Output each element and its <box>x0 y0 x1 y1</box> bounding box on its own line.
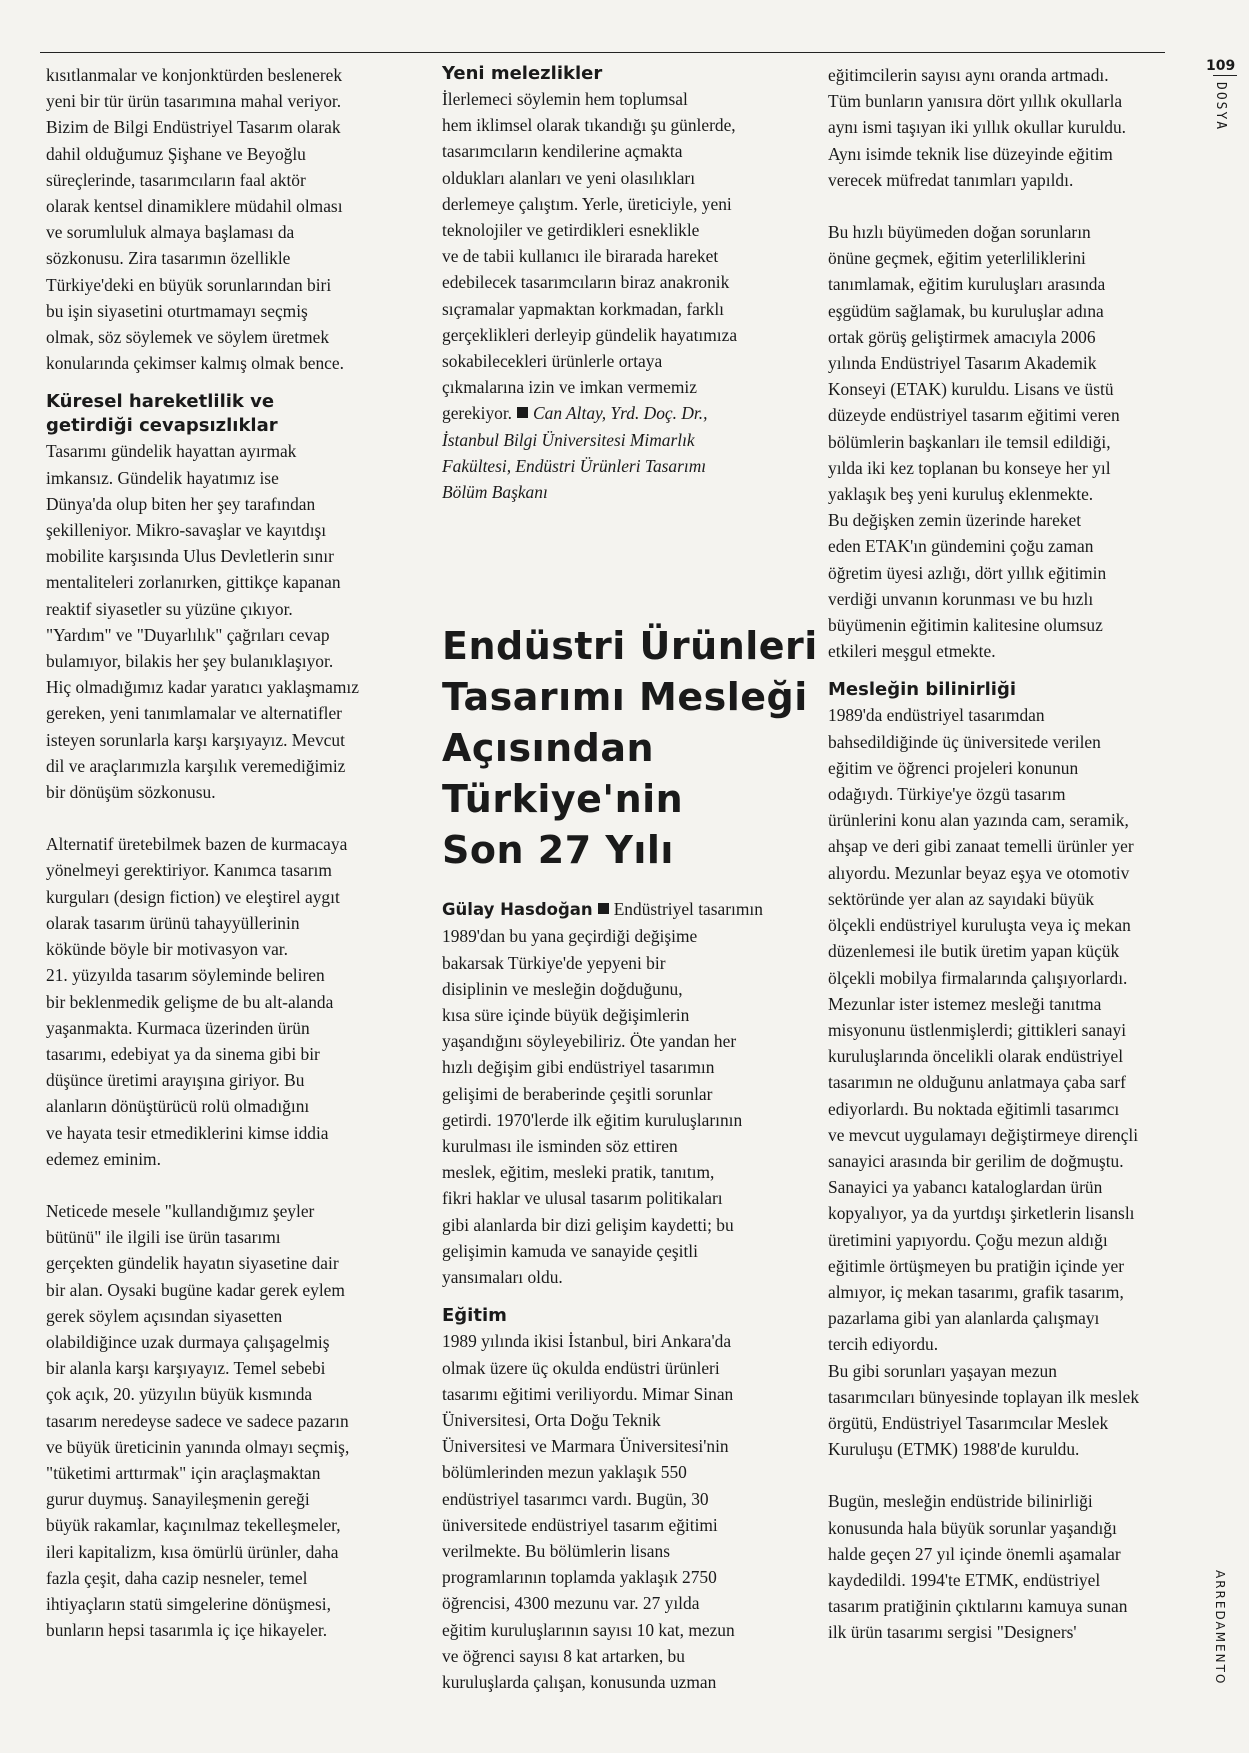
paragraph <box>46 831 416 1172</box>
paragraph-line: konusunda hala büyük sorunlar yaşandığı <box>828 1517 1117 1538</box>
subheading-kuresel <box>46 390 416 438</box>
paragraph-line: gerek söylem açısından siyasetten <box>46 1305 283 1326</box>
paragraph-line: Bu hızlı büyümeden doğan sorunların <box>828 222 1091 243</box>
folio-rule <box>1213 75 1237 76</box>
paragraph-line: ilk ürün tasarımı sergisi "Designers' <box>828 1622 1077 1643</box>
paragraph-line: pazarlama gibi yan alanlarda çalışmayı <box>828 1308 1100 1329</box>
paragraph-line: düzenlemesi ile butik üretim yapan küçük <box>828 941 1120 962</box>
paragraph-line: alıyordu. Mezunlar beyaz eşya ve otomotiv <box>828 862 1130 883</box>
page-number: 109 <box>1206 58 1236 74</box>
column-left <box>46 62 416 1643</box>
paragraph-line: bütünü" ile ilgili ise ürün tasarımı <box>46 1227 281 1248</box>
paragraph-line: sokabilecekleri ürünlerle ortaya <box>442 351 663 372</box>
paragraph-line: almıyor, iç mekan tasarımı, grafik tasarım, <box>828 1281 1124 1302</box>
paragraph-line: üniversitede endüstriyel tasarım eğitimi <box>442 1514 718 1535</box>
paragraph-line: bulamıyor, bilakis her şey bulanıklaşıyor. <box>46 651 334 672</box>
paragraph-line: yaklaşık beş yeni kuruluş eklenmekte. <box>828 484 1094 505</box>
square-bullet-icon <box>598 903 609 914</box>
paragraph-line: kurguları (design fiction) ve eleştirel aygıt <box>46 886 340 907</box>
paragraph-line: kuruluşlarında öncelikli olarak endüstriyel <box>828 1046 1124 1067</box>
paragraph-line: bölümlerin başkanları ile temsil edildiği, <box>828 431 1111 452</box>
paragraph-line: Bu değişken zemin üzerinde hareket <box>828 510 1082 531</box>
paragraph-end <box>442 400 812 426</box>
paragraph <box>46 1198 416 1643</box>
paragraph-line: Tasarımı gündelik hayattan ayırmak <box>46 441 297 462</box>
paragraph-line: 21. yüzyılda tasarım söyleminde beliren <box>46 965 325 986</box>
paragraph-line: eğitim ve öğrenci projeleri konunun <box>828 757 1079 778</box>
paragraph-line: yaşanmakta. Kurmaca üzerinden ürün <box>46 1017 310 1038</box>
paragraph-line: Konseyi (ETAK) kuruldu. Lisans ve üstü <box>828 379 1114 400</box>
paragraph-line: Dünya'da olup biten her şey tarafından <box>46 493 316 514</box>
paragraph-line: Mezunlar ister istemez mesleği tanıtma <box>828 993 1102 1014</box>
square-bullet-icon <box>517 407 528 418</box>
author-name: Gülay Hasdoğan <box>442 900 593 920</box>
paragraph-line: Endüstriyel tasarımın <box>613 899 763 920</box>
subheading-egitim: Eğitim <box>442 1305 507 1327</box>
paragraph-line: "Yardım" ve "Duyarlılık" çağrıları cevap <box>46 624 330 645</box>
paragraph <box>442 86 812 400</box>
paragraph-line: büyük rakamlar, kaçınılmaz tekelleşmeler, <box>46 1515 341 1536</box>
paragraph-line: olarak kentsel dinamiklere müdahil olması <box>46 196 343 217</box>
paragraph-line: halde geçen 27 yıl içinde önemli aşamalar <box>828 1543 1121 1564</box>
paragraph-line: olmak, söz söylemek ve söylem üretmek <box>46 327 330 348</box>
paragraph <box>46 62 416 376</box>
paragraph-line: 1989 yılında ikisi İstanbul, biri Ankara'da <box>442 1331 732 1352</box>
paragraph-line: mobilite karşısında Ulus Devletlerin sınır <box>46 546 334 567</box>
paragraph-line: Bölüm Başkanı <box>442 482 548 503</box>
paragraph-line: kısa süre içinde büyük değişimlerin <box>442 1005 690 1026</box>
paragraph-line: İlerlemeci söylemin hem toplumsal <box>442 89 688 109</box>
paragraph-line: öğrencisi, 4300 mezunu var. 27 yılda <box>442 1593 700 1614</box>
paragraph-line: reaktif siyasetler su yüzüne çıkıyor. <box>46 598 293 619</box>
paragraph-line: Bizim de Bilgi Endüstriyel Tasarım olarak <box>46 117 341 138</box>
paragraph-line: bir alan. Oysaki bugüne kadar gerek eylem <box>46 1279 345 1300</box>
paragraph-line: kuruluşlarda çalışan, konusunda uzman <box>442 1671 717 1692</box>
paragraph-line: edebilecek tasarımcıların biraz anakronik <box>442 272 730 293</box>
paragraph-line: yılında Endüstriyel Tasarım Akademik <box>828 353 1097 374</box>
paragraph-line: büyümenin eğitimin kalitesine olumsuz <box>828 615 1103 636</box>
paragraph-line: önüne geçmek, eğitim yeterliliklerini <box>828 248 1086 269</box>
title-line: Tasarımı Mesleği <box>442 675 808 720</box>
paragraph-line: olmak üzere üç okulda endüstri ürünleri <box>442 1357 720 1378</box>
paragraph-line: getirdi. 1970'lerde ilk eğitim kuruluşlarının <box>442 1109 743 1130</box>
paragraph <box>442 923 812 1290</box>
title-line: Açısından <box>442 726 655 771</box>
magazine-label: ARREDAMENTO <box>1213 1570 1227 1686</box>
paragraph <box>828 219 1198 664</box>
paragraph-line: "tüketimi arttırmak" için araçlaşmaktan <box>46 1462 321 1483</box>
paragraph-line: bölümlerinden mezun yaklaşık 550 <box>442 1462 687 1483</box>
paragraph-line: şekilleniyor. Mikro-savaşlar ve kayıtdışı <box>46 520 327 541</box>
paragraph-line: tasarımcıları bünyesinde toplayan ilk meslek <box>828 1386 1140 1407</box>
paragraph-line: edemez eminim. <box>46 1148 161 1169</box>
paragraph-line: ve de tabii kullanıcı ile birarada hareket <box>442 246 719 267</box>
paragraph-line: ediyorlardı. Bu noktada eğitimli tasarımcı <box>828 1098 1120 1119</box>
paragraph-line: odağıydı. Türkiye'ye özgü tasarım <box>828 784 1066 805</box>
paragraph-line: yılda iki kez toplanan bu konseye her yıl <box>828 457 1111 478</box>
paragraph-line: tasarımın ne olduğunu anlatmaya çaba sarf <box>828 1072 1126 1093</box>
paragraph-line: bakarsak Türkiye'de yepyeni bir <box>442 952 666 973</box>
paragraph <box>828 1488 1198 1645</box>
section-label: DOSYA <box>1213 82 1228 132</box>
top-rule <box>40 52 1165 53</box>
paragraph-line: yeni bir tür ürün tasarımına mahal veriyor. <box>46 91 342 112</box>
paragraph-line: Kuruluşu (ETMK) 1988'de kuruldu. <box>828 1439 1080 1460</box>
title-line: Endüstri Ürünleri <box>442 624 818 669</box>
paragraph-line: ve büyük üreticinin yanında olmayı seçmiş, <box>46 1436 350 1457</box>
paragraph-line: etkileri meşgul etmekte. <box>828 641 996 662</box>
paragraph-line: verilmekte. Bu bölümlerin lisans <box>442 1540 670 1561</box>
paragraph-line: Fakültesi, Endüstri Ürünleri Tasarımı <box>442 455 707 476</box>
signature-affiliation <box>442 427 812 506</box>
title-line: Türkiye'nin <box>442 777 684 822</box>
paragraph-line: disiplinin ve mesleğin doğduğunu, <box>442 978 683 999</box>
paragraph <box>828 62 1198 193</box>
paragraph-line: oldukları alanları ve yeni olasılıkları <box>442 167 696 188</box>
paragraph-line: meslek, eğitim, mesleki pratik, tanıtım, <box>442 1162 715 1183</box>
paragraph <box>442 1328 812 1695</box>
paragraph-line: kökünde böyle bir motivasyon var. <box>46 939 288 960</box>
paragraph-line: 1989'da endüstriyel tasarımdan <box>828 705 1045 726</box>
paragraph-line: İstanbul Bilgi Üniversitesi Mimarlık <box>442 429 695 450</box>
signature-name: Can Altay, Yrd. Doç. Dr., <box>533 403 708 424</box>
paragraph-line: ihtiyaçların statü simgelerine dönüşmesi, <box>46 1593 331 1614</box>
paragraph-line: ortak görüş geliştirmek amacıyla 2006 <box>828 326 1096 347</box>
column-middle <box>442 62 818 1695</box>
paragraph-line: bir dönüşüm sözkonusu. <box>46 782 216 803</box>
paragraph-line: Hiç olmadığımız kadar yaratıcı yaklaşmamız <box>46 677 359 698</box>
paragraph-line: aynı ismi taşıyan iki yıllık okullar kuruldu. <box>828 117 1127 138</box>
paragraph-line: konularında çekimser kalmış olmak bence. <box>46 353 344 374</box>
paragraph-line: gibi alanlarda bir dizi gelişim kaydetti; bu <box>442 1214 734 1235</box>
paragraph-line: kurulması ile isminden söz ettiren <box>442 1136 678 1157</box>
paragraph-line: eğitim kuruluşlarının sayısı 10 kat, mezun <box>442 1619 735 1640</box>
paragraph-line: hem iklimsel olarak tıkandığı şu günlerde, <box>442 115 736 136</box>
paragraph-line: ve hayata tesir etmediklerini kimse iddia <box>46 1122 329 1143</box>
paragraph-line: çok açık, 20. yüzyılın büyük kısmında <box>46 1384 313 1405</box>
paragraph-line: isteyen sorunlarla karşı karşıyayız. Mevcut <box>46 729 345 750</box>
paragraph-line: çıkmalarına izin ve imkan vermemiz <box>442 377 697 398</box>
paragraph-line: Üniversitesi ve Marmara Üniversitesi'nin <box>442 1436 729 1457</box>
paragraph <box>46 438 416 805</box>
subheading-line: Küresel hareketlilik ve <box>46 391 275 413</box>
paragraph-line: eğitimle örtüşmeyen bu pratiğin içinde yer <box>828 1255 1125 1276</box>
paragraph-line: kopyalıyor, ya da yurtdışı şirketlerin lisanslı <box>828 1203 1135 1224</box>
paragraph-line: tasarımı eğitimi veriliyordu. Mimar Sinan <box>442 1383 734 1404</box>
paragraph-line: eden ETAK'ın gündemini çoğu zaman <box>828 536 1094 557</box>
paragraph-line: sıçramalar yapmaktan korkmadan, farklı <box>442 298 724 319</box>
paragraph-line: sanayici arasında bir gerilim de doğmuştu. <box>828 1150 1124 1171</box>
paragraph-line: gurur duymuş. Sanayileşmenin gereği <box>46 1489 310 1510</box>
subheading-meslegin-bilinirligi: Mesleğin bilinirliği <box>828 679 1016 701</box>
paragraph-line: bir alanla karşı karşıyayız. Temel sebebi <box>46 1358 326 1379</box>
paragraph-line: Sanayici ya yabancı kataloglardan ürün <box>828 1177 1103 1198</box>
paragraph-line: düzeyde endüstriyel tasarım eğitimi veren <box>828 405 1120 426</box>
paragraph-line: Üniversitesi, Orta Doğu Teknik <box>442 1409 661 1430</box>
paragraph-line: gerekiyor. <box>442 403 513 424</box>
paragraph-line: hızlı değişim gibi endüstriyel tasarımın <box>442 1057 715 1078</box>
paragraph-line: imkansız. Gündelik hayatımız ise <box>46 467 279 488</box>
paragraph-line: yönelmeyi gerektiriyor. Kanımca tasarım <box>46 860 332 881</box>
byline-paragraph <box>442 896 812 923</box>
paragraph-line: öğretim üyesi azlığı, dört yıllık eğitimin <box>828 562 1107 583</box>
paragraph-line: tasarımcıların kendilerine açmakta <box>442 141 683 162</box>
paragraph-line: programlarının toplamda yaklaşık 2750 <box>442 1567 717 1588</box>
subheading-line: getirdiği cevapsızlıklar <box>46 415 278 437</box>
paragraph-line: Aynı isimde teknik lise düzeyinde eğitim <box>828 143 1113 164</box>
paragraph-line: ölçekli endüstriyel kuruluşta veya iç mekan <box>828 915 1131 936</box>
article-title <box>442 621 818 876</box>
paragraph-line: dil ve araçlarımızla karşılık veremediğimiz <box>46 755 346 776</box>
paragraph-line: üretimini yapıyordu. Çoğu mezun aldığı <box>828 1229 1108 1250</box>
paragraph-line: Bugün, mesleğin endüstride bilinirliği <box>828 1491 1093 1512</box>
paragraph-line: misyonunu üstlenmişlerdi; gittikleri sanayi <box>828 1019 1127 1040</box>
paragraph-line: eşgüdüm sağlamak, bu kuruluşlar adına <box>828 300 1104 321</box>
paragraph-line: sektöründe yer alan az sayıdaki büyük <box>828 888 1095 909</box>
paragraph-line: fikri haklar ve ulusal tasarım politikaları <box>442 1188 723 1209</box>
paragraph-line: Bu gibi sorunları yaşayan mezun <box>828 1360 1057 1381</box>
paragraph-line: teknolojiler ve getirdikleri esneklikle <box>442 220 700 241</box>
paragraph-line: endüstriyel tasarımcı vardı. Bugün, 30 <box>442 1488 709 1509</box>
paragraph-line: tasarım neredeyse sadece ve sadece pazarın <box>46 1410 349 1431</box>
paragraph-line: Neticede mesele "kullandığımız şeyler <box>46 1200 315 1221</box>
paragraph-line: bahsedildiğinde üç üniversitede verilen <box>828 731 1101 752</box>
paragraph-line: kaydedildi. 1994'te ETMK, endüstriyel <box>828 1569 1101 1590</box>
paragraph-line: mentaliteleri zorlanırken, gittikçe kapanan <box>46 572 341 593</box>
paragraph-line: örgütü, Endüstriyel Tasarımcılar Meslek <box>828 1412 1109 1433</box>
paragraph-line: ve sorumluluk almaya başlaması da <box>46 222 295 243</box>
paragraph-line: gerçeklikleri derleyip gündelik hayatımıza <box>442 324 738 345</box>
paragraph-line: düşünce üretimi arayışına giriyor. Bu <box>46 1070 305 1091</box>
paragraph-line: bunların hepsi tasarımla iç içe hikayeler. <box>46 1620 328 1641</box>
paragraph-line: verecek müfredat tanımları yapıldı. <box>828 169 1074 190</box>
paragraph-line: olabildiğince uzak durmaya çalışagelmiş <box>46 1331 330 1352</box>
paragraph-line: ölçekli mobilya firmalarında çalışıyorlardı. <box>828 967 1128 988</box>
paragraph-line: tercih ediyordu. <box>828 1334 939 1355</box>
paragraph-line: yansımaları oldu. <box>442 1267 563 1288</box>
paragraph-line: Türkiye'deki en büyük sorunlarından biri <box>46 274 332 295</box>
paragraph-line: gelişimi de beraberinde çeşitli sorunlar <box>442 1083 713 1104</box>
paragraph-line: tasarım pratiğinin çıktılarını kamuya sunan <box>828 1596 1128 1617</box>
paragraph-line: ileri kapitalizm, kısa ömürlü ürünler, daha <box>46 1541 339 1562</box>
paragraph-line: 1989'dan bu yana geçirdiği değişime <box>442 926 698 947</box>
paragraph-line: kısıtlanmalar ve konjonktürden beslenerek <box>46 65 343 85</box>
paragraph-line: derlemeye çalıştım. Yerle, üreticiyle, yeni <box>442 193 732 214</box>
paragraph-line: bir beklenmedik gelişme de bu alt-alanda <box>46 991 334 1012</box>
paragraph-line: Tüm bunların yanısıra dört yıllık okullarla <box>828 91 1123 112</box>
paragraph-line: Alternatif üretebilmek bazen de kurmacaya <box>46 834 348 855</box>
subheading-yeni-melezlikler: Yeni melezlikler <box>442 63 603 84</box>
paragraph-line: olarak tasarım ürünü tahayyüllerinin <box>46 912 300 933</box>
paragraph-line: ve öğrenci sayısı 8 kat artarken, bu <box>442 1645 685 1666</box>
paragraph-line: yaşandığını söyleyebiliriz. Öte yandan her <box>442 1031 737 1052</box>
paragraph-line: dahil olduğumuz Şişhane ve Beyoğlu <box>46 143 306 164</box>
paragraph-line: eğitimcilerin sayısı aynı oranda artmadı. <box>828 65 1109 85</box>
paragraph-line: ahşap ve deri gibi zanaat temelli ürünler yer <box>828 836 1134 857</box>
paragraph-line: alanların dönüştürücü rolü olmadığını <box>46 1096 310 1117</box>
paragraph-line: ürünlerini konu alan yazında cam, seramik, <box>828 810 1129 831</box>
column-right <box>828 62 1198 1646</box>
paragraph-line: sözkonusu. Zira tasarımın özellikle <box>46 248 291 269</box>
paragraph-line: verdiği unvanın korunması ve bu hızlı <box>828 588 1094 609</box>
paragraph-line: tanımlamak, eğitim kuruluşları arasında <box>828 274 1106 295</box>
paragraph-line: gelişimin kamuda ve sanayide çeşitli <box>442 1240 698 1261</box>
title-line: Son 27 Yılı <box>442 828 674 873</box>
paragraph-line: fazla çeşit, daha cazip nesneler, temel <box>46 1567 308 1588</box>
paragraph <box>828 702 1198 1462</box>
paragraph-line: bu işin siyasetini oturtmamayı seçmiş <box>46 300 308 321</box>
paragraph-line: ve mevcut uygulamayı değiştirmeye dirençli <box>828 1124 1139 1145</box>
paragraph-line: süreçlerinde, tasarımcıların faal aktör <box>46 169 306 190</box>
paragraph-line: gerçekten gündelik hayatın siyasetine dair <box>46 1253 339 1274</box>
paragraph-line: gereken, yeni tanımlamalar ve alternatifler <box>46 703 342 724</box>
paragraph-line: tasarımı, edebiyat ya da sinema gibi bir <box>46 1043 320 1064</box>
